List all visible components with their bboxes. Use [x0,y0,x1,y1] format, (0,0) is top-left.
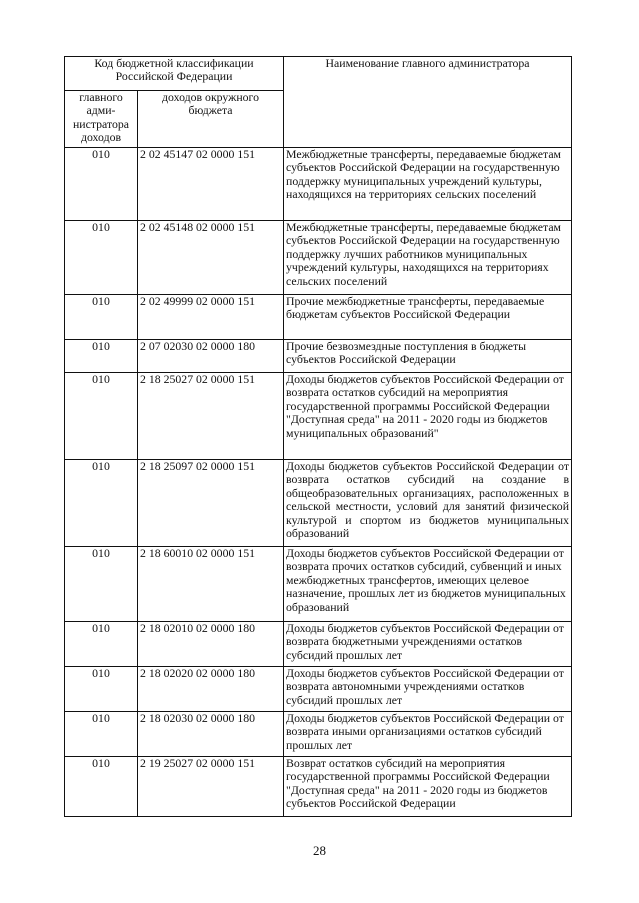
admin-code-cell: 010 [65,148,138,221]
budget-code-cell: 2 18 02030 02 0000 180 [138,712,284,757]
admin-code-cell: 010 [65,460,138,547]
admin-code-cell: 010 [65,373,138,460]
budget-code-cell: 2 02 45147 02 0000 151 [138,148,284,221]
header-group-title: Код бюджетной классификации Российской Федерации [65,57,284,91]
header-col-name: Наименование главного администратора [284,57,572,148]
budget-code-cell: 2 07 02030 02 0000 180 [138,340,284,373]
table-row [65,148,572,221]
admin-name-cell: Доходы бюджетов субъектов Российской Федерации от возврата прочих остатков субсидий, субвенций и иных межбюджетных трансфертов, имеющих целевое назначение, прошлых лет из бюджетов муниципальных образований [284,547,572,622]
admin-code-cell: 010 [65,295,138,340]
admin-code-cell: 010 [65,547,138,622]
admin-code-cell: 010 [65,221,138,295]
table-row [65,757,572,817]
header-row-group [65,57,572,91]
table-row [65,340,572,373]
budget-code-cell: 2 18 25097 02 0000 151 [138,460,284,547]
admin-name-cell: Возврат остатков субсидий на мероприятия государственной программы Российской Федерации "Доступная среда" на 2011 - 2020 годы из бюджетов субъектов Российской Федерации [284,757,572,817]
table-row [65,221,572,295]
admin-name-cell: Доходы бюджетов субъектов Российской Федерации от возврата остатков субсидий на создание в общеобразовательных организациях, расположенных в сельской местности, условий для занятий физической культурой и спортом из бюджетов муниципальных образований [284,460,572,547]
table-row [65,547,572,622]
budget-code-cell: 2 02 49999 02 0000 151 [138,295,284,340]
admin-code-cell: 010 [65,340,138,373]
admin-name-cell: Прочие безвозмездные поступления в бюджеты субъектов Российской Федерации [284,340,572,373]
admin-name-cell: Доходы бюджетов субъектов Российской Федерации от возврата автономными учреждениями остатков субсидий прошлых лет [284,667,572,712]
admin-name-cell: Межбюджетные трансферты, передаваемые бюджетам субъектов Российской Федерации на государственную поддержку муниципальных учреждений культуры, находящихся на территориях сельских поселений [284,148,572,221]
budget-code-cell: 2 18 02020 02 0000 180 [138,667,284,712]
budget-code-cell: 2 18 02010 02 0000 180 [138,622,284,667]
admin-code-cell: 010 [65,757,138,817]
table-row [65,460,572,547]
table-row [65,712,572,757]
budget-code-cell: 2 19 25027 02 0000 151 [138,757,284,817]
budget-code-cell: 2 02 45148 02 0000 151 [138,221,284,295]
admin-code-cell: 010 [65,667,138,712]
budget-code-cell: 2 18 25027 02 0000 151 [138,373,284,460]
admin-code-cell: 010 [65,622,138,667]
admin-name-cell: Доходы бюджетов субъектов Российской Федерации от возврата иными организациями остатков субсидий прошлых лет [284,712,572,757]
table-row [65,667,572,712]
budget-classification-table [64,56,572,817]
page-number: 28 [313,843,326,858]
table-row [65,295,572,340]
admin-code-cell: 010 [65,712,138,757]
admin-name-cell: Доходы бюджетов субъектов Российской Федерации от возврата остатков субсидий на мероприятия государственной программы Российской Федерации "Доступная среда" на 2011 - 2020 годы из бюджетов муниципальных образований" [284,373,572,460]
admin-name-cell: Доходы бюджетов субъектов Российской Федерации от возврата бюджетными учреждениями остатков субсидий прошлых лет [284,622,572,667]
admin-name-cell: Межбюджетные трансферты, передаваемые бюджетам субъектов Российской Федерации на государственную поддержку лучших работников муниципальных учреждений культуры, находящихся на территориях сельских поселений [284,221,572,295]
header-col-admin: главного адми-нистратора доходов [65,91,138,148]
table-row [65,622,572,667]
header-col-code: доходов окружного бюджета [138,91,284,148]
table-row [65,373,572,460]
admin-name-cell: Прочие межбюджетные трансферты, передаваемые бюджетам субъектов Российской Федерации [284,295,572,340]
budget-code-cell: 2 18 60010 02 0000 151 [138,547,284,622]
